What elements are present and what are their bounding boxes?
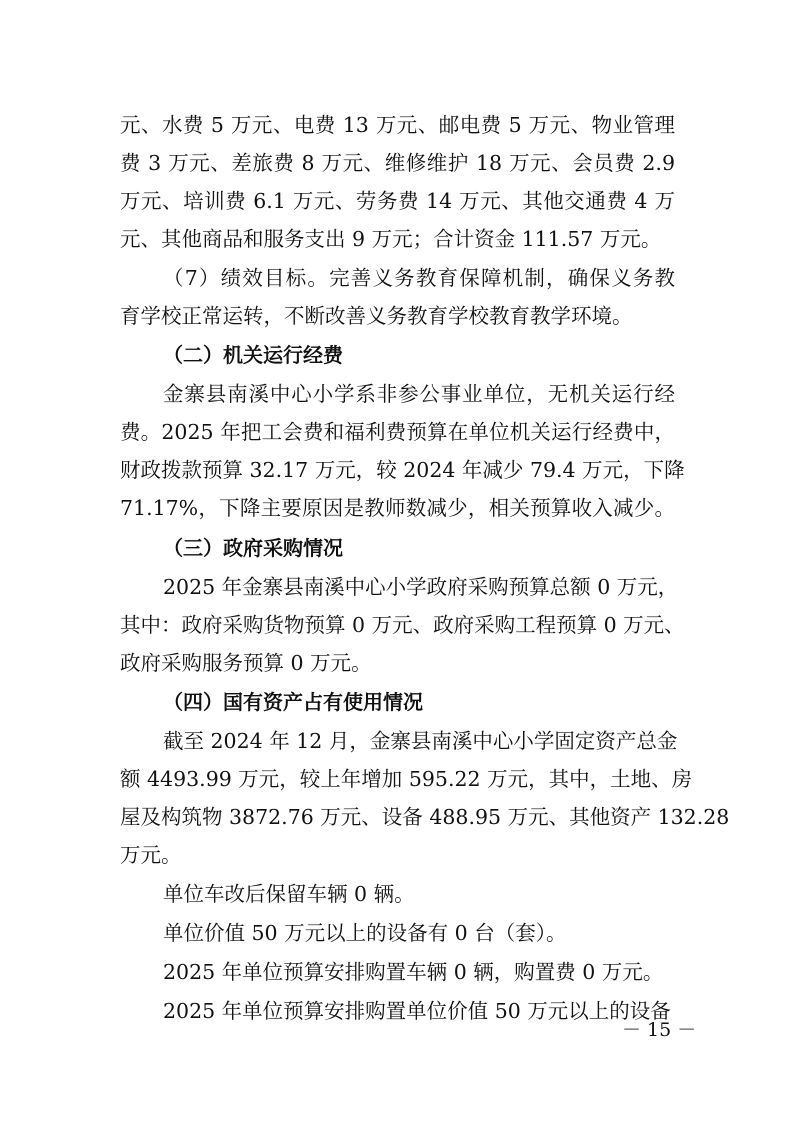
procurement-line-2: 其中：政府采购货物预算 0 万元、政府采购工程预算 0 万元、	[120, 613, 685, 637]
agency-expense-line-1: 金寨县南溪中心小学系非参公事业单位，无机关运行经	[163, 382, 675, 406]
assets-line-4: 万元。	[120, 843, 182, 867]
agency-expense-line-3: 财政拨款预算 32.17 万元，较 2024 年减少 79.4 万元，下降	[120, 458, 685, 482]
vehicle-purchase-budget-line: 2025 年单位预算安排购置车辆 0 辆，购置费 0 万元。	[163, 960, 664, 984]
equipment-purchase-budget-line: 2025 年单位预算安排购置单位价值 50 万元以上的设备	[163, 999, 671, 1023]
body-line-1: 元、水费 5 万元、电费 13 万元、邮电费 5 万元、物业管理	[120, 113, 675, 137]
retained-vehicles-line: 单位车改后保留车辆 0 辆。	[163, 882, 415, 906]
section-heading-government-procurement: （三）政府采购情况	[163, 536, 343, 560]
agency-expense-line-4: 71.17%，下降主要原因是教师数减少，相关预算收入减少。	[120, 496, 675, 520]
performance-target-line-1: （7）绩效目标。完善义务教育保障机制，确保义务教	[163, 266, 675, 290]
assets-line-2: 额 4493.99 万元，较上年增加 595.22 万元，其中，土地、房	[120, 767, 693, 791]
body-line-4: 元、其他商品和服务支出 9 万元；合计资金 111.57 万元。	[120, 227, 662, 251]
assets-line-1: 截至 2024 年 12 月，金寨县南溪中心小学固定资产总金	[163, 729, 678, 753]
body-line-3: 万元、培训费 6.1 万元、劳务费 14 万元、其他交通费 4 万	[120, 189, 675, 213]
procurement-line-3: 政府采购服务预算 0 万元。	[120, 651, 372, 675]
agency-expense-line-2: 费。2025 年把工会费和福利费预算在单位机关运行经费中，	[120, 420, 675, 444]
performance-target-line-2: 育学校正常运转，不断改善义务教育学校教育教学环境。	[120, 304, 633, 328]
section-heading-state-owned-assets: （四）国有资产占有使用情况	[163, 690, 423, 714]
assets-line-3: 屋及构筑物 3872.76 万元、设备 488.95 万元、其他资产 132.28	[120, 805, 730, 829]
high-value-equipment-line: 单位价值 50 万元以上的设备有 0 台（套）。	[163, 921, 567, 945]
page-number: － 15 －	[622, 1019, 697, 1041]
body-line-2: 费 3 万元、差旅费 8 万元、维修维护 18 万元、会员费 2.9	[120, 151, 675, 175]
procurement-line-1: 2025 年金寨县南溪中心小学政府采购预算总额 0 万元，	[163, 575, 679, 599]
section-heading-agency-operating-expenses: （二）机关运行经费	[163, 343, 343, 367]
